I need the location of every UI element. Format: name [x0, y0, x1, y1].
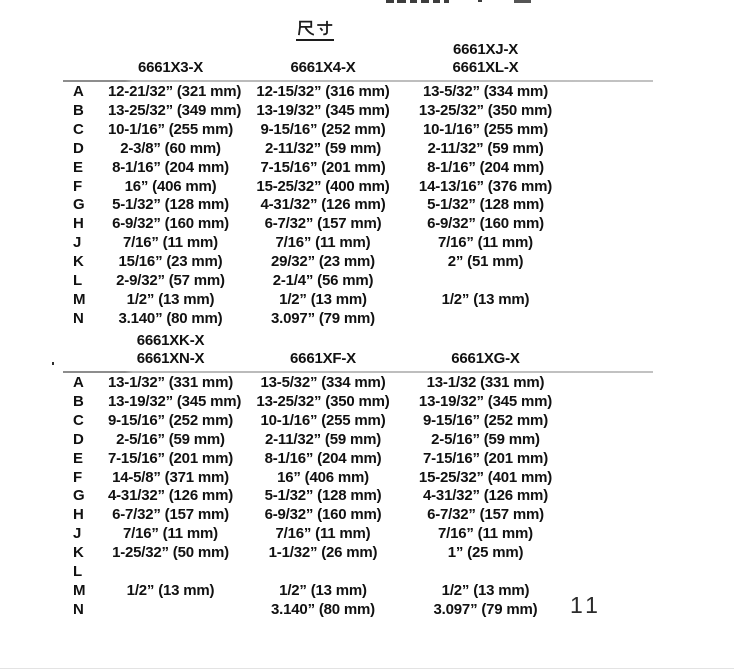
dimension-value: 5-1/32” (128 mm) — [112, 196, 229, 214]
table-row — [63, 271, 653, 290]
row-letter: E — [73, 158, 83, 176]
dimension-value: 6-9/32” (160 mm) — [112, 215, 229, 233]
dimension-value: 2-3/8” (60 mm) — [120, 139, 221, 157]
model-column-header — [233, 350, 413, 368]
dimension-value: 6-9/32” (160 mm) — [264, 506, 382, 524]
table-row — [63, 309, 653, 328]
model-column-header — [413, 41, 558, 77]
row-letter: G — [73, 487, 85, 505]
row-letter: J — [73, 234, 82, 252]
model-column-header — [233, 59, 413, 77]
model-number: 6661XF-X — [290, 350, 356, 367]
row-letter: M — [73, 290, 86, 308]
dimension-value: 2-11/32” (59 mm) — [264, 430, 382, 448]
table-header-row — [63, 41, 653, 77]
model-number: 6661XL-X — [452, 59, 519, 76]
row-letter: G — [73, 196, 85, 214]
dimension-value: 4-31/32” (126 mm) — [108, 487, 234, 505]
page-number: 11 — [570, 592, 602, 618]
dimension-value: 13-5/32” (334 mm) — [260, 374, 386, 392]
table-row — [63, 562, 653, 581]
dimension-value: 13-25/32” (350 mm) — [256, 393, 390, 411]
clipped-header-fragment — [386, 0, 556, 4]
dimension-value: 4-31/32” (126 mm) — [422, 487, 548, 505]
table-row — [63, 487, 653, 506]
page-title — [296, 19, 334, 41]
row-letter: J — [73, 525, 82, 543]
row-letter: D — [73, 430, 84, 448]
dimension-value: 6-7/32” (157 mm) — [112, 506, 229, 524]
dimension-value: 6-7/32” (157 mm) — [427, 506, 544, 524]
dimension-value: 7/16” (11 mm) — [275, 234, 371, 252]
model-number: 6661XG-X — [451, 350, 520, 367]
model-number: 6661XJ-X — [452, 41, 519, 58]
table-row — [63, 506, 653, 525]
dimension-value: 4-31/32” (126 mm) — [260, 196, 386, 214]
dimension-value: 13-1/32” (331 mm) — [108, 374, 234, 392]
row-letter: A — [73, 374, 84, 392]
table-row — [63, 600, 653, 619]
dimension-value: 13-25/32” (349 mm) — [108, 102, 242, 120]
dimension-value: 10-1/16” (255 mm) — [260, 412, 386, 430]
dimension-value: 16” (406 mm) — [124, 177, 217, 195]
dimension-value: 7/16” (11 mm) — [438, 234, 533, 252]
dimension-value: 8-1/16” (204 mm) — [427, 158, 544, 176]
dimension-value: 3.097” (79 mm) — [271, 309, 375, 327]
row-letter: B — [73, 393, 84, 411]
dimension-value: 7-15/16” (201 mm) — [422, 449, 548, 467]
dimension-value: 10-1/16” (255 mm) — [108, 121, 234, 139]
table-row — [63, 215, 653, 234]
table-row — [63, 140, 653, 159]
dimension-value: 15/16” (23 mm) — [118, 253, 223, 271]
dimension-value: 9-15/16” (252 mm) — [260, 121, 386, 139]
table-row — [63, 449, 653, 468]
row-letter: H — [73, 506, 84, 524]
dimension-value: 7/16” (11 mm) — [438, 525, 533, 543]
dimension-value: 2-5/16” (59 mm) — [116, 430, 225, 448]
model-number: 6661XN-X — [136, 350, 205, 367]
dimension-value: 14-5/8” (371 mm) — [112, 468, 229, 486]
dimension-value: 5-1/32” (128 mm) — [427, 196, 544, 214]
table-row — [63, 121, 653, 140]
row-letter: D — [73, 139, 84, 157]
row-letter: N — [73, 600, 84, 618]
dimension-value: 13-19/32” (345 mm) — [418, 393, 553, 411]
dimension-value: 2-11/32” (59 mm) — [264, 139, 382, 157]
dimension-value: 9-15/16” (252 mm) — [108, 412, 234, 430]
row-letter: A — [73, 83, 84, 101]
dimension-value: 2-5/16” (59 mm) — [431, 430, 540, 448]
dimension-value: 15-25/32” (401 mm) — [418, 468, 553, 486]
model-column-header — [108, 332, 233, 368]
row-letter: B — [73, 102, 84, 120]
table-row — [63, 158, 653, 177]
dimension-value: 1/2” (13 mm) — [126, 581, 215, 599]
row-letter: F — [73, 468, 82, 486]
dimension-value: 9-15/16” (252 mm) — [422, 412, 548, 430]
table-row — [63, 525, 653, 544]
dimension-value: 1/2” (13 mm) — [441, 581, 530, 599]
dimension-value: 13-25/32” (350 mm) — [418, 102, 553, 120]
stray-dot — [52, 362, 54, 365]
table-row — [63, 253, 653, 272]
table-header-rule — [63, 80, 653, 82]
dimension-table-1 — [63, 41, 653, 328]
model-column-header — [413, 350, 558, 368]
model-number: 6661X4-X — [290, 59, 356, 76]
dimension-value: 3.097” (79 mm) — [433, 600, 538, 618]
table-row — [63, 468, 653, 487]
dimension-value: 1/2” (13 mm) — [279, 290, 367, 308]
table-row — [63, 177, 653, 196]
dimension-value: 13-1/32 (331 mm) — [426, 374, 545, 392]
row-letter: K — [73, 544, 84, 562]
dimension-value: 8-1/16” (204 mm) — [112, 158, 229, 176]
dimension-value: 12-15/32” (316 mm) — [256, 83, 390, 101]
table-row — [63, 431, 653, 450]
row-letter: E — [73, 449, 83, 467]
table-row — [63, 234, 653, 253]
table-row — [63, 581, 653, 600]
title-cjk-glyphs — [297, 19, 333, 37]
table-row — [63, 374, 653, 393]
row-letter: M — [73, 581, 86, 599]
table-row — [63, 196, 653, 215]
dimension-value: 7-15/16” (201 mm) — [108, 449, 234, 467]
dimension-value: 1-1/32” (26 mm) — [268, 544, 378, 562]
table-row — [63, 544, 653, 563]
dimension-value: 10-1/16” (255 mm) — [422, 121, 548, 139]
dimension-value: 14-13/16” (376 mm) — [418, 177, 553, 195]
table-row — [63, 102, 653, 121]
dimension-value: 5-1/32” (128 mm) — [264, 487, 382, 505]
table-row — [63, 412, 653, 431]
dimension-value: 29/32” (23 mm) — [271, 253, 375, 271]
table-row — [63, 290, 653, 309]
row-letter: C — [73, 121, 84, 139]
dimension-value: 3.140” (80 mm) — [271, 600, 375, 618]
model-number: 6661X3-X — [137, 59, 204, 76]
dimension-value: 2” (51 mm) — [447, 253, 524, 271]
dimension-value: 7/16” (11 mm) — [123, 234, 218, 252]
dimension-value: 12-21/32” (321 mm) — [108, 83, 242, 101]
row-letter: F — [73, 177, 82, 195]
dimension-value: 7/16” (11 mm) — [123, 525, 218, 543]
dimension-value: 13-19/32” (345 mm) — [108, 393, 242, 411]
dimension-table-2 — [63, 332, 653, 619]
table-header-row — [63, 332, 653, 368]
row-letter: H — [73, 215, 84, 233]
dimension-value: 13-19/32” (345 mm) — [256, 102, 390, 120]
dimension-value: 1” (25 mm) — [447, 544, 524, 562]
dimension-value: 3.140” (80 mm) — [118, 309, 223, 327]
dimension-value: 1-25/32” (50 mm) — [112, 544, 229, 562]
dimension-value: 2-1/4” (56 mm) — [272, 271, 374, 289]
dimension-value: 8-1/16” (204 mm) — [264, 449, 382, 467]
dimension-value: 1/2” (13 mm) — [441, 290, 530, 308]
dimension-value: 7-15/16” (201 mm) — [260, 158, 386, 176]
dimension-value: 2-11/32” (59 mm) — [427, 139, 544, 157]
model-column-header — [108, 59, 233, 77]
dimension-value: 16” (406 mm) — [277, 468, 369, 486]
model-number: 6661XK-X — [136, 332, 205, 349]
row-letter: C — [73, 412, 84, 430]
row-letter: K — [73, 253, 84, 271]
table-header-rule — [63, 371, 653, 373]
row-letter: N — [73, 309, 84, 327]
dimension-value: 1/2” (13 mm) — [126, 290, 215, 308]
dimension-value: 1/2” (13 mm) — [279, 581, 367, 599]
dimension-value: 2-9/32” (57 mm) — [116, 271, 225, 289]
table-row — [63, 393, 653, 412]
dimension-value: 15-25/32” (400 mm) — [256, 177, 390, 195]
dimension-value: 6-9/32” (160 mm) — [427, 215, 544, 233]
dimension-value: 6-7/32” (157 mm) — [264, 215, 382, 233]
table-row — [63, 83, 653, 102]
dimension-value: 13-5/32” (334 mm) — [422, 83, 548, 101]
row-letter: L — [73, 271, 82, 289]
dimension-value: 7/16” (11 mm) — [275, 525, 371, 543]
row-letter: L — [73, 562, 82, 580]
